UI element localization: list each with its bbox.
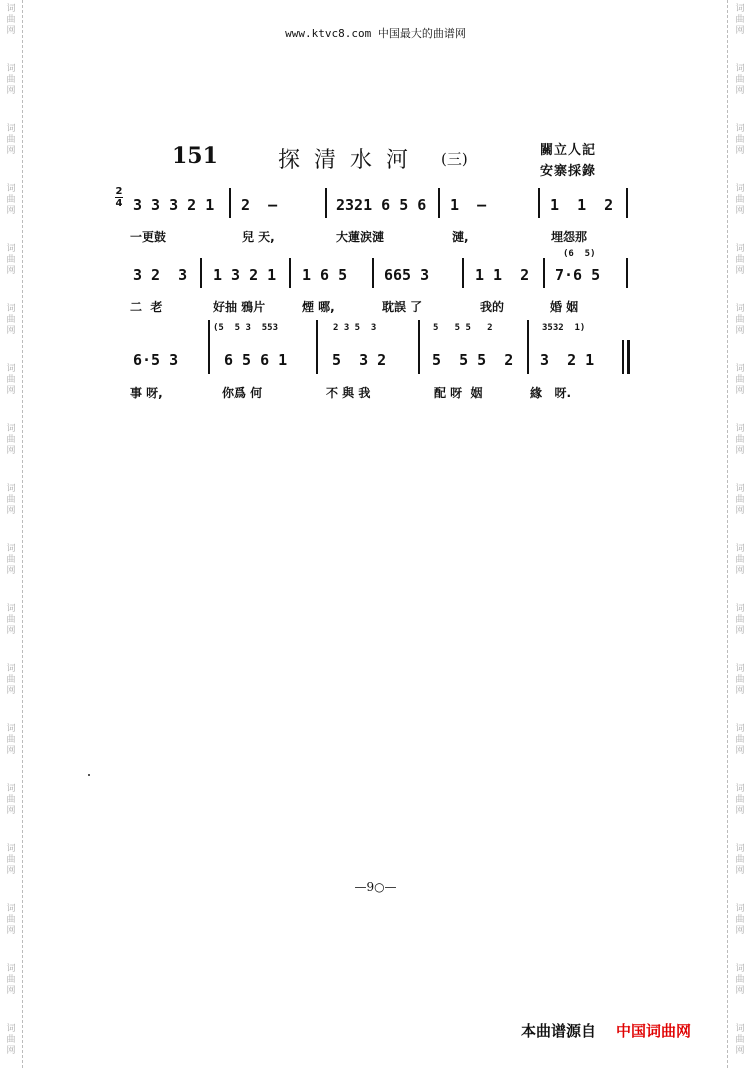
bar-line bbox=[372, 258, 374, 288]
watermark-char: 曲 bbox=[735, 75, 745, 85]
watermark-char: 词 bbox=[735, 904, 745, 914]
bar-line bbox=[200, 258, 202, 288]
watermark-char: 网 bbox=[735, 686, 745, 696]
watermark-char: 网 bbox=[735, 26, 745, 36]
notation-segment: 3 3 3 2 1 bbox=[133, 196, 215, 214]
ornament: 5 5 5 2 bbox=[433, 323, 493, 333]
watermark-char: 曲 bbox=[6, 195, 16, 205]
watermark-group bbox=[6, 600, 15, 660]
notation-segment: 1 3 2 1 bbox=[213, 266, 277, 284]
bar-line bbox=[538, 188, 540, 218]
watermark-char: 词 bbox=[735, 184, 745, 194]
left-border-line bbox=[22, 0, 23, 1068]
watermark-char: 词 bbox=[735, 304, 745, 314]
ornament: 3532 1) bbox=[542, 323, 586, 333]
bar-line bbox=[438, 188, 440, 218]
watermark-group bbox=[735, 480, 744, 540]
watermark-group bbox=[735, 780, 744, 840]
watermark-char: 网 bbox=[6, 1046, 16, 1056]
notation-segment: 1 6 5 bbox=[302, 266, 348, 284]
watermark-char: 词 bbox=[735, 424, 745, 434]
lyric: 不 與 我 bbox=[326, 386, 371, 400]
watermark-char: 曲 bbox=[6, 675, 16, 685]
bar-line bbox=[462, 258, 464, 288]
watermark-group bbox=[735, 240, 744, 300]
watermark-char: 网 bbox=[6, 146, 16, 156]
notation-segment: 5 5 5 2 bbox=[432, 351, 514, 369]
watermark-char: 词 bbox=[6, 484, 16, 494]
notation-segment: 7·6 5 bbox=[555, 266, 601, 284]
footer-brand-link[interactable]: 中国词曲网 bbox=[616, 1022, 692, 1040]
watermark-char: 曲 bbox=[735, 555, 745, 565]
watermark-char: 曲 bbox=[6, 135, 16, 145]
watermark-char: 网 bbox=[735, 326, 745, 336]
watermark-char: 词 bbox=[6, 64, 16, 74]
watermark-group bbox=[735, 420, 744, 480]
ornament: (6 5) bbox=[563, 249, 596, 259]
watermark-char: 词 bbox=[6, 364, 16, 374]
lyric: 大蓮涙漣 bbox=[336, 230, 385, 244]
watermark-group bbox=[735, 180, 744, 240]
lyric: 婚 姻 bbox=[550, 300, 579, 314]
watermark-char: 曲 bbox=[735, 795, 745, 805]
lyric: 煙 哪, bbox=[302, 300, 335, 314]
notation-segment: 3 2 3 bbox=[133, 266, 188, 284]
watermark-char: 网 bbox=[735, 926, 745, 936]
time-signature-top: 2 bbox=[115, 186, 123, 197]
watermark-char: 词 bbox=[6, 964, 16, 974]
watermark-char: 曲 bbox=[6, 495, 16, 505]
lyric: 配 呀 姻 bbox=[434, 386, 483, 400]
watermark-char: 网 bbox=[6, 626, 16, 636]
watermark-char: 网 bbox=[735, 446, 745, 456]
watermark-char: 词 bbox=[735, 544, 745, 554]
watermark-char: 词 bbox=[735, 124, 745, 134]
watermark-char: 词 bbox=[735, 484, 745, 494]
right-watermark-column bbox=[732, 0, 748, 1080]
watermark-char: 词 bbox=[6, 304, 16, 314]
watermark-char: 网 bbox=[6, 446, 16, 456]
watermark-char: 词 bbox=[6, 424, 16, 434]
lyric: 事 呀, bbox=[130, 386, 163, 400]
watermark-char: 网 bbox=[735, 746, 745, 756]
watermark-char: 曲 bbox=[6, 255, 16, 265]
bar-line bbox=[418, 320, 420, 374]
watermark-char: 词 bbox=[6, 544, 16, 554]
time-signature-bottom: 4 bbox=[115, 198, 123, 209]
watermark-char: 词 bbox=[6, 184, 16, 194]
watermark-group bbox=[6, 960, 15, 1020]
notation-segment: 5 3 2 bbox=[332, 351, 387, 369]
watermark-char: 网 bbox=[6, 806, 16, 816]
lyric: 我的 bbox=[480, 300, 505, 314]
watermark-char: 网 bbox=[735, 986, 745, 996]
right-border-line bbox=[727, 0, 728, 1068]
watermark-group bbox=[735, 720, 744, 780]
watermark-group bbox=[6, 900, 15, 960]
watermark-char: 曲 bbox=[735, 495, 745, 505]
watermark-group bbox=[6, 660, 15, 720]
bar-line bbox=[622, 340, 624, 374]
watermark-char: 曲 bbox=[6, 555, 16, 565]
watermark-char: 网 bbox=[735, 866, 745, 876]
watermark-group bbox=[6, 60, 15, 120]
watermark-char: 词 bbox=[735, 964, 745, 974]
ornament: 2 3 5 3 bbox=[333, 323, 377, 333]
watermark-char: 词 bbox=[6, 1024, 16, 1034]
notation-segment: 1 1 2 bbox=[475, 266, 530, 284]
bar-line bbox=[626, 188, 628, 218]
watermark-char: 网 bbox=[735, 266, 745, 276]
watermark-char: 曲 bbox=[6, 795, 16, 805]
watermark-group bbox=[735, 1020, 744, 1080]
notation-segment: 6 5 6 1 bbox=[224, 351, 288, 369]
watermark-char: 曲 bbox=[735, 195, 745, 205]
watermark-char: 词 bbox=[735, 364, 745, 374]
watermark-char: 网 bbox=[735, 566, 745, 576]
watermark-char: 网 bbox=[6, 26, 16, 36]
watermark-group bbox=[6, 180, 15, 240]
bar-line bbox=[229, 188, 231, 218]
watermark-char: 词 bbox=[6, 664, 16, 674]
bar-line bbox=[543, 258, 545, 288]
watermark-char: 曲 bbox=[735, 735, 745, 745]
lyric: 你爲 何 bbox=[222, 386, 263, 400]
watermark-group bbox=[6, 300, 15, 360]
watermark-char: 词 bbox=[735, 64, 745, 74]
bar-line bbox=[289, 258, 291, 288]
watermark-char: 词 bbox=[6, 904, 16, 914]
top-url[interactable]: www.ktvc8.com 中国最大的曲谱网 bbox=[285, 27, 466, 40]
song-title-sub: (三) bbox=[441, 150, 468, 168]
watermark-group bbox=[6, 780, 15, 840]
watermark-group bbox=[735, 900, 744, 960]
watermark-char: 曲 bbox=[735, 135, 745, 145]
page-number: —9○— bbox=[354, 880, 397, 894]
notation-segment: 6·5 3 bbox=[133, 351, 179, 369]
watermark-char: 曲 bbox=[735, 15, 745, 25]
watermark-group bbox=[6, 480, 15, 540]
watermark-char: 曲 bbox=[6, 375, 16, 385]
song-number: 151 bbox=[172, 143, 218, 169]
watermark-char: 词 bbox=[6, 724, 16, 734]
credit-recorder: 關立人記 bbox=[540, 143, 597, 158]
lyric: 二 老 bbox=[130, 300, 163, 314]
lyric: 緣 呀. bbox=[530, 386, 572, 400]
watermark-group bbox=[735, 660, 744, 720]
watermark-char: 网 bbox=[735, 86, 745, 96]
watermark-group bbox=[6, 720, 15, 780]
watermark-group bbox=[735, 600, 744, 660]
final-bar-line bbox=[627, 340, 630, 374]
bar-line bbox=[316, 320, 318, 374]
watermark-char: 曲 bbox=[735, 435, 745, 445]
lyric: 漣, bbox=[452, 230, 469, 244]
watermark-group bbox=[735, 540, 744, 600]
lyric: 埋怨那 bbox=[551, 230, 588, 244]
watermark-char: 网 bbox=[735, 626, 745, 636]
watermark-group bbox=[735, 300, 744, 360]
watermark-group bbox=[6, 240, 15, 300]
watermark-char: 网 bbox=[6, 86, 16, 96]
watermark-char: 网 bbox=[735, 206, 745, 216]
watermark-char: 网 bbox=[6, 206, 16, 216]
watermark-char: 词 bbox=[6, 124, 16, 134]
watermark-char: 曲 bbox=[735, 1035, 745, 1045]
notation-segment: 2321 6 5 6 bbox=[336, 196, 427, 214]
watermark-char: 曲 bbox=[6, 615, 16, 625]
watermark-group bbox=[6, 540, 15, 600]
notation-segment: 3 2 1 bbox=[540, 351, 595, 369]
time-signature bbox=[115, 186, 123, 209]
bar-line bbox=[626, 258, 628, 288]
watermark-char: 网 bbox=[6, 926, 16, 936]
watermark-group bbox=[6, 360, 15, 420]
watermark-char: 曲 bbox=[735, 315, 745, 325]
ornament: (5 5 3 553 bbox=[213, 323, 279, 333]
watermark-char: 曲 bbox=[6, 315, 16, 325]
watermark-char: 网 bbox=[6, 386, 16, 396]
watermark-char: 网 bbox=[6, 986, 16, 996]
watermark-char: 词 bbox=[6, 4, 16, 14]
bar-line bbox=[527, 320, 529, 374]
watermark-char: 网 bbox=[735, 146, 745, 156]
watermark-char: 曲 bbox=[6, 75, 16, 85]
footer bbox=[521, 1020, 691, 1041]
watermark-char: 曲 bbox=[735, 615, 745, 625]
watermark-char: 曲 bbox=[735, 255, 745, 265]
credit-collector: 安寨採錄 bbox=[540, 164, 597, 179]
watermark-char: 曲 bbox=[6, 915, 16, 925]
notation-segment: 2 – bbox=[241, 196, 278, 214]
watermark-group bbox=[735, 360, 744, 420]
watermark-char: 网 bbox=[6, 866, 16, 876]
watermark-char: 曲 bbox=[735, 855, 745, 865]
watermark-char: 词 bbox=[6, 844, 16, 854]
watermark-char: 曲 bbox=[735, 675, 745, 685]
watermark-char: 网 bbox=[735, 506, 745, 516]
watermark-char: 网 bbox=[735, 806, 745, 816]
watermark-char: 词 bbox=[6, 604, 16, 614]
watermark-char: 词 bbox=[735, 1024, 745, 1034]
watermark-group bbox=[6, 120, 15, 180]
lyric: 耽誤 了 bbox=[382, 300, 423, 314]
watermark-char: 曲 bbox=[735, 915, 745, 925]
bar-line bbox=[208, 320, 210, 374]
watermark-char: 曲 bbox=[6, 975, 16, 985]
watermark-char: 曲 bbox=[735, 375, 745, 385]
watermark-char: 曲 bbox=[6, 435, 16, 445]
lyric: 一更鼓 bbox=[130, 230, 167, 244]
watermark-char: 词 bbox=[735, 784, 745, 794]
watermark-char: 网 bbox=[6, 326, 16, 336]
watermark-char: 网 bbox=[6, 266, 16, 276]
lyric: 好抽 鴉片 bbox=[213, 300, 266, 314]
watermark-char: 曲 bbox=[6, 1035, 16, 1045]
watermark-char: 网 bbox=[6, 686, 16, 696]
watermark-char: 网 bbox=[6, 746, 16, 756]
bar-line bbox=[325, 188, 327, 218]
watermark-char: 词 bbox=[735, 664, 745, 674]
watermark-group bbox=[735, 960, 744, 1020]
song-title: 探清水河 bbox=[278, 148, 423, 173]
stray-mark bbox=[88, 774, 90, 776]
watermark-char: 曲 bbox=[6, 15, 16, 25]
watermark-char: 网 bbox=[735, 386, 745, 396]
watermark-char: 词 bbox=[735, 604, 745, 614]
lyric: 兒 天, bbox=[242, 230, 275, 244]
watermark-group bbox=[735, 120, 744, 180]
watermark-char: 词 bbox=[735, 724, 745, 734]
watermark-char: 词 bbox=[735, 844, 745, 854]
watermark-group bbox=[6, 1020, 15, 1080]
watermark-char: 词 bbox=[6, 784, 16, 794]
notation-segment: 1 – bbox=[450, 196, 487, 214]
left-watermark-column bbox=[3, 0, 19, 1080]
watermark-char: 网 bbox=[6, 506, 16, 516]
footer-text: 本曲谱源自 bbox=[521, 1022, 597, 1040]
watermark-char: 网 bbox=[735, 1046, 745, 1056]
notation-segment: 1 1 2 bbox=[550, 196, 614, 214]
watermark-char: 词 bbox=[6, 244, 16, 254]
watermark-char: 曲 bbox=[735, 975, 745, 985]
watermark-char: 词 bbox=[735, 4, 745, 14]
watermark-char: 曲 bbox=[6, 735, 16, 745]
watermark-char: 网 bbox=[6, 566, 16, 576]
watermark-char: 曲 bbox=[6, 855, 16, 865]
watermark-char: 词 bbox=[735, 244, 745, 254]
watermark-group bbox=[735, 60, 744, 120]
watermark-group bbox=[6, 420, 15, 480]
notation-segment: 665 3 bbox=[384, 266, 430, 284]
